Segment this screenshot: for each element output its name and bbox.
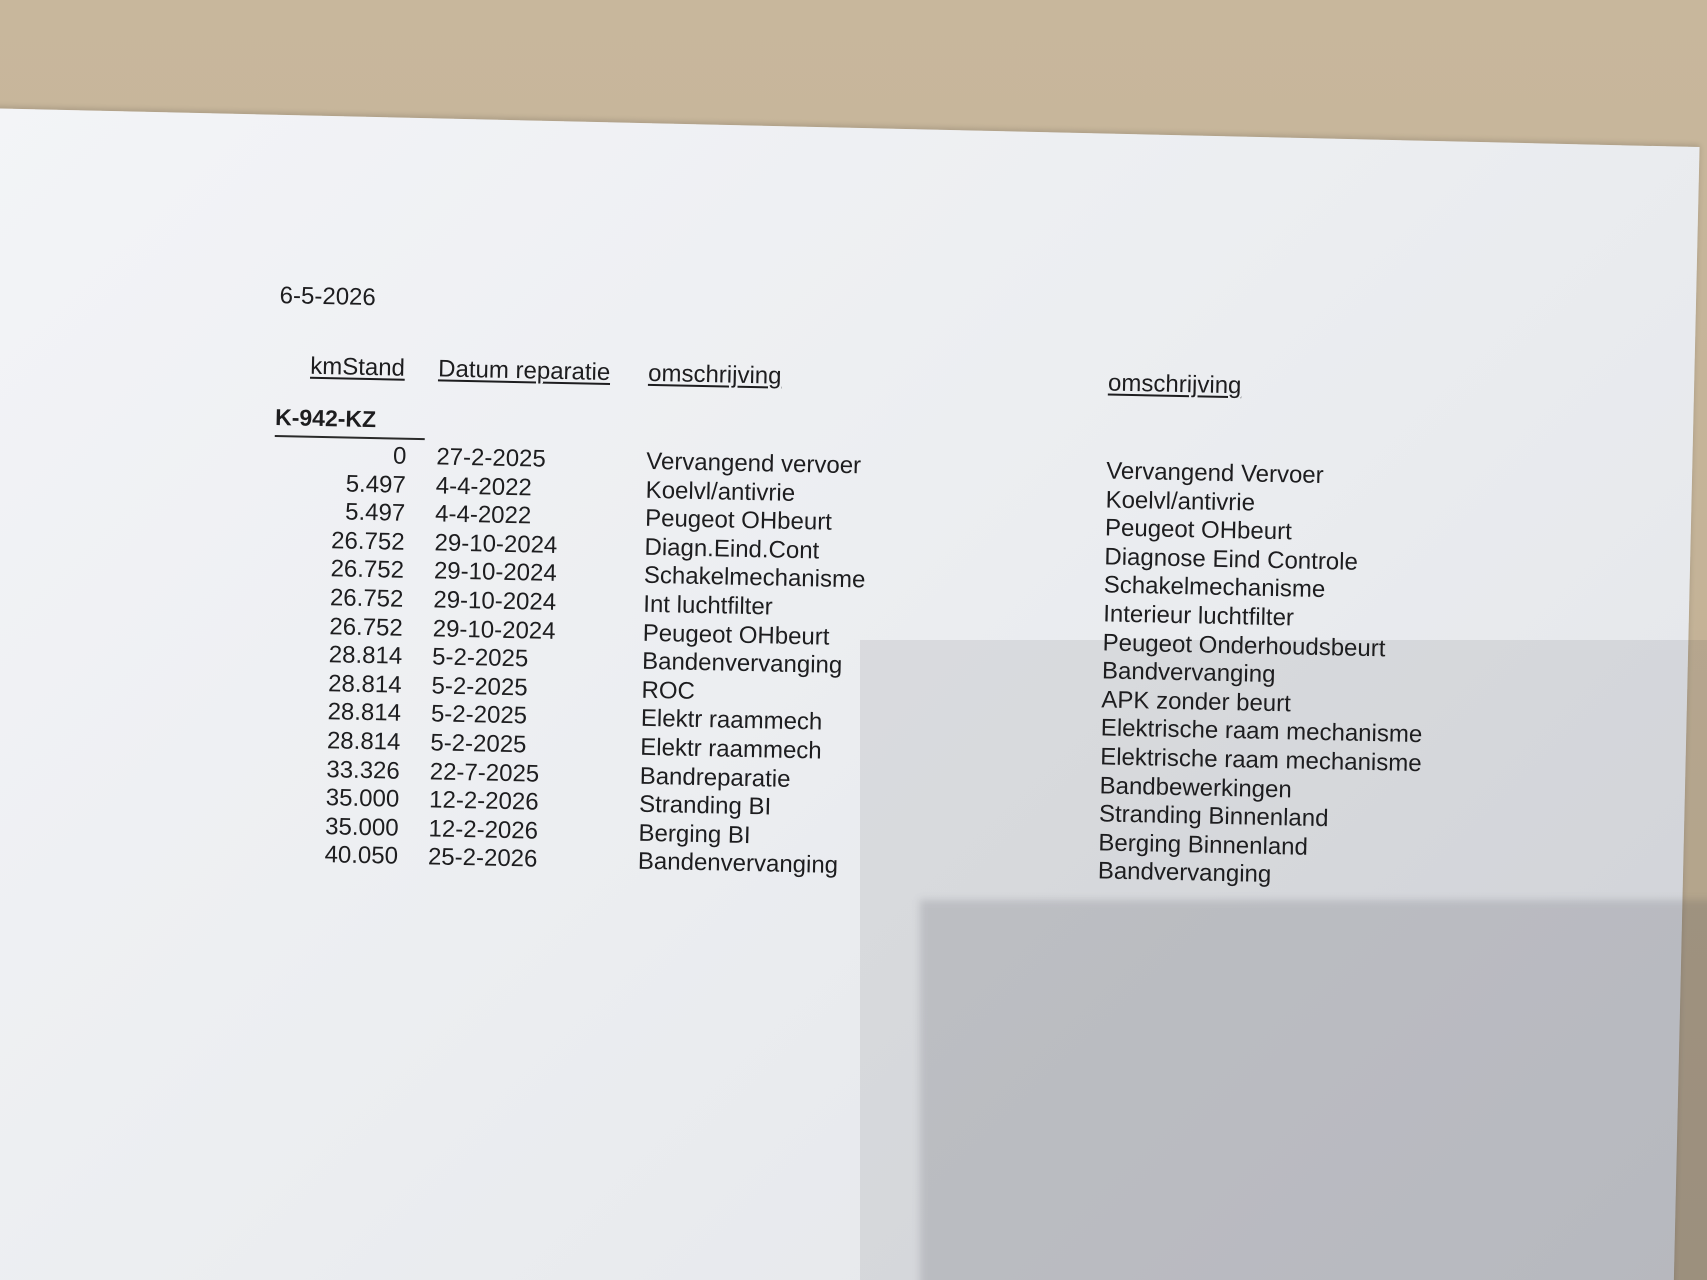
repair-date: 5-2-2025	[431, 672, 528, 702]
repair-date: 29-10-2024	[434, 529, 558, 559]
description-full: Stranding Binnenland	[1098, 800, 1329, 833]
repair-date: 25-2-2026	[427, 843, 538, 874]
header-omschrijving-full: omschrijving	[1107, 369, 1242, 400]
description-short: Peugeot OHbeurt	[644, 504, 833, 536]
description-full: Peugeot Onderhoudsbeurt	[1102, 629, 1386, 662]
description-full: Vervangend Vervoer	[1105, 457, 1324, 490]
km-value: 28.814	[327, 698, 402, 728]
description-full: Elektrische raam mechanisme	[1100, 714, 1423, 749]
repair-date: 5-2-2025	[430, 700, 528, 730]
description-short: Diagn.Eind.Cont	[644, 533, 820, 565]
km-value: 35.000	[325, 784, 400, 813]
km-value: 5.497	[344, 498, 406, 527]
km-value: 28.814	[327, 670, 402, 699]
description-full: Bandbewerkingen	[1099, 771, 1293, 803]
description-full: Bandvervanging	[1097, 857, 1272, 889]
repair-date: 29-10-2024	[433, 557, 557, 588]
km-value: 33.326	[326, 755, 401, 785]
repair-date: 29-10-2024	[433, 586, 557, 616]
km-value: 0	[392, 442, 407, 470]
header-datum-reparatie: Datum reparatie	[437, 355, 611, 387]
repair-date: 27-2-2025	[436, 443, 547, 473]
repair-date: 22-7-2025	[429, 757, 540, 788]
km-value: 26.752	[330, 555, 405, 585]
description-short: Koelvl/antivrie	[645, 476, 796, 507]
repair-date: 12-2-2026	[428, 815, 539, 845]
header-kmstand: kmStand	[309, 352, 406, 382]
description-short: Berging BI	[638, 819, 751, 849]
description-short: Peugeot OHbeurt	[642, 619, 830, 651]
repair-date: 4-4-2022	[434, 500, 532, 530]
description-full: Elektrische raam mechanisme	[1099, 743, 1422, 778]
repair-date: 12-2-2026	[428, 786, 539, 816]
km-value: 26.752	[330, 527, 405, 556]
description-short: Int luchtfilter	[643, 590, 773, 621]
km-value: 26.752	[329, 612, 404, 642]
km-value: 28.814	[328, 641, 403, 670]
description-short: Vervangend vervoer	[646, 447, 862, 480]
km-value: 26.752	[329, 584, 404, 613]
repair-date: 4-4-2022	[435, 472, 533, 502]
description-full: Koelvl/antivrie	[1105, 486, 1256, 517]
description-short: Bandenvervanging	[637, 848, 839, 880]
repair-date: 5-2-2025	[431, 643, 529, 673]
shadow-overlay-dark	[920, 900, 1707, 1280]
description-short: Schakelmechanisme	[643, 562, 866, 594]
description-short: Elektr raammech	[640, 705, 823, 736]
description-full: Diagnose Eind Controle	[1104, 543, 1359, 576]
repair-date: 29-10-2024	[432, 614, 556, 645]
repair-date: 5-2-2025	[430, 729, 527, 759]
header-omschrijving-short: omschrijving	[647, 359, 782, 390]
description-full: Interieur luchtfilter	[1102, 600, 1295, 632]
description-short: ROC	[641, 676, 696, 705]
description-full: Schakelmechanisme	[1103, 571, 1326, 604]
license-plate: K-942-KZ	[275, 404, 426, 440]
description-full: APK zonder beurt	[1101, 686, 1292, 718]
description-short: Elektr raammech	[640, 733, 822, 765]
description-short: Bandenvervanging	[641, 647, 843, 680]
description-full: Peugeot OHbeurt	[1104, 514, 1293, 546]
description-full: Bandvervanging	[1101, 657, 1276, 689]
km-value: 35.000	[324, 812, 399, 842]
km-value: 40.050	[324, 841, 399, 871]
km-value: 5.497	[345, 470, 407, 499]
description-short: Stranding BI	[638, 790, 772, 821]
document-date: 6-5-2026	[279, 282, 377, 312]
km-value: 28.814	[326, 727, 401, 756]
description-full: Berging Binnenland	[1098, 829, 1309, 861]
description-short: Bandreparatie	[639, 762, 791, 793]
